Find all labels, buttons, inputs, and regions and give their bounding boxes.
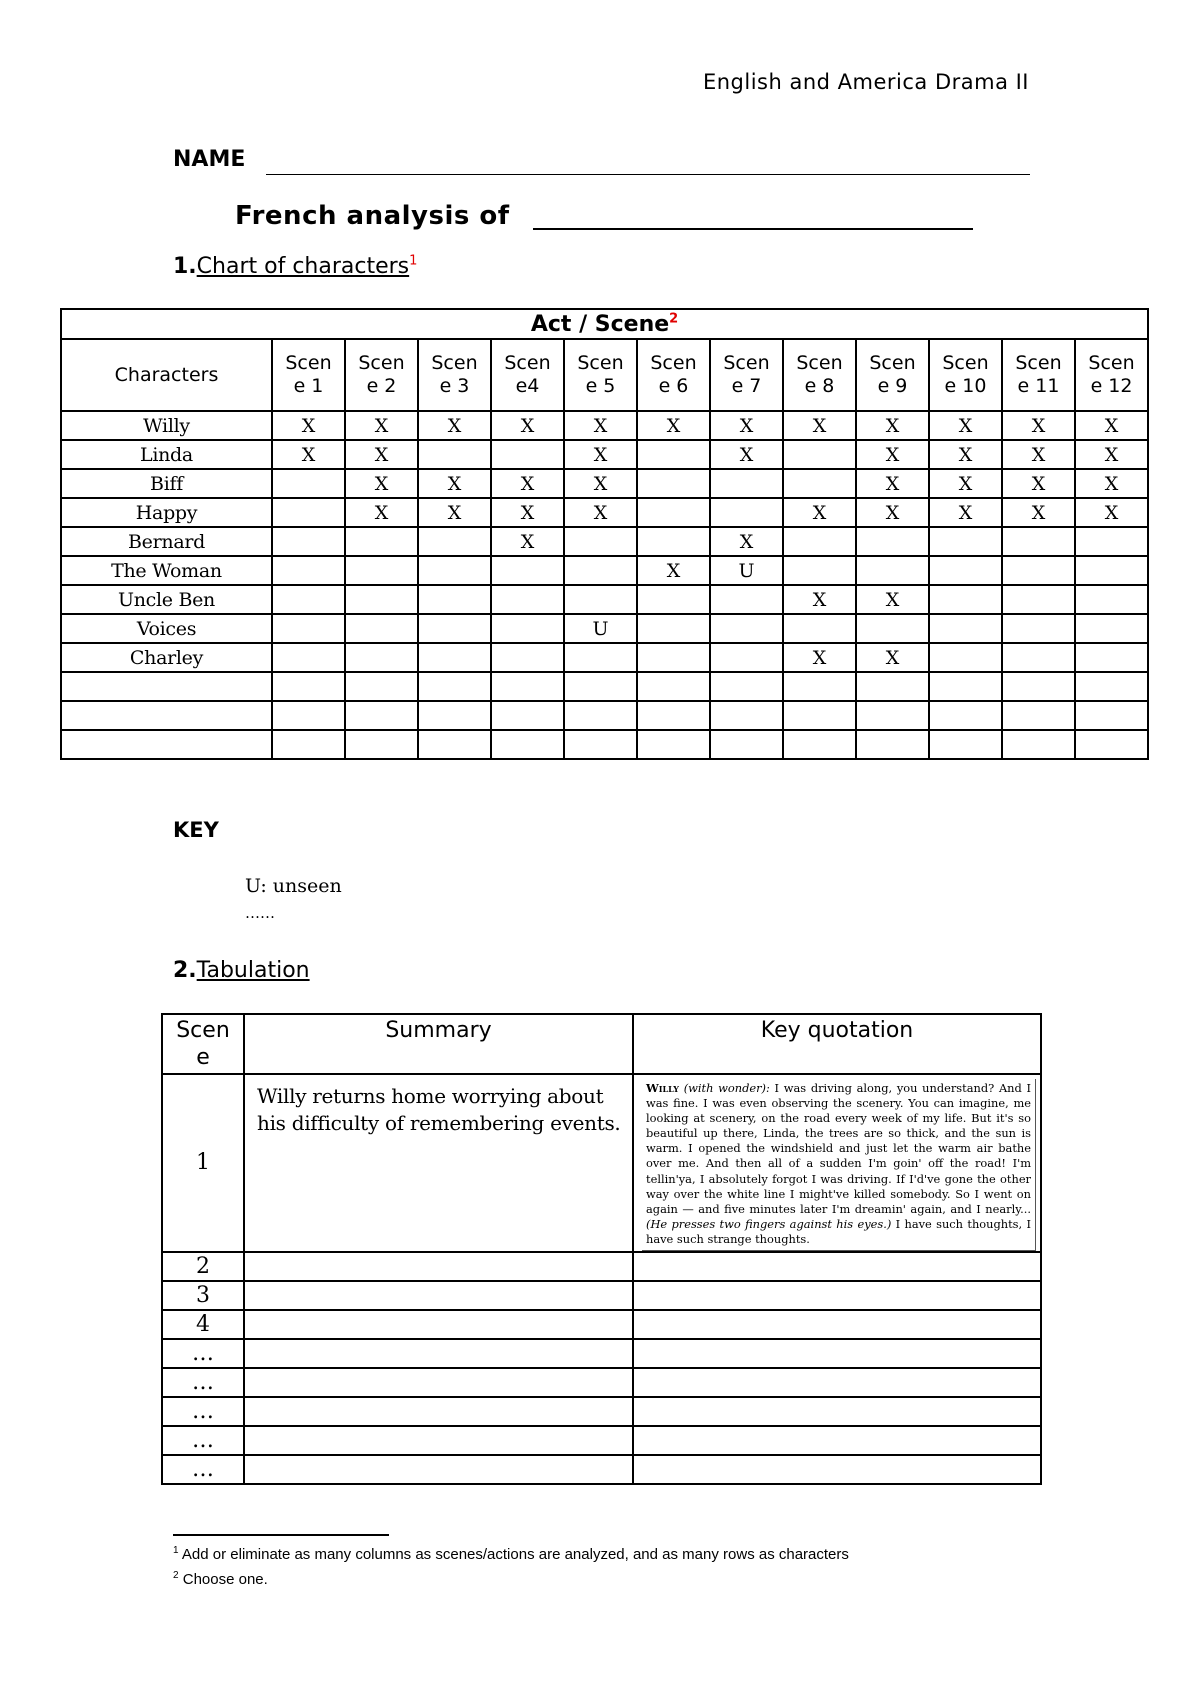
appearance-cell: X bbox=[856, 585, 929, 614]
appearance-cell bbox=[929, 585, 1002, 614]
tabulation-table bbox=[161, 1013, 1042, 1485]
appearance-cell bbox=[272, 643, 345, 672]
table-row bbox=[61, 643, 1148, 672]
appearance-cell: X bbox=[345, 411, 418, 440]
appearance-cell: X bbox=[710, 440, 783, 469]
section2-label: Tabulation bbox=[196, 958, 310, 983]
character-name: Uncle Ben bbox=[61, 585, 272, 614]
scene-header: Scen e 6 bbox=[637, 339, 710, 411]
course-header: English and America Drama II bbox=[702, 70, 1029, 94]
scene-header: Scen e 9 bbox=[856, 339, 929, 411]
appearance-cell bbox=[345, 672, 418, 701]
appearance-cell bbox=[783, 556, 856, 585]
scene-header: Scen e 8 bbox=[783, 339, 856, 411]
appearance-cell bbox=[272, 469, 345, 498]
table-row bbox=[61, 527, 1148, 556]
appearance-cell bbox=[710, 498, 783, 527]
appearance-cell bbox=[491, 730, 564, 759]
appearance-cell: X bbox=[929, 411, 1002, 440]
scene-number: … bbox=[162, 1368, 244, 1397]
table-row bbox=[61, 556, 1148, 585]
appearance-cell bbox=[783, 527, 856, 556]
appearance-cell bbox=[1002, 701, 1075, 730]
appearance-cell bbox=[491, 643, 564, 672]
appearance-cell: X bbox=[856, 469, 929, 498]
act-scene-header bbox=[61, 309, 1148, 339]
appearance-cell bbox=[1075, 585, 1148, 614]
appearance-cell bbox=[783, 701, 856, 730]
appearance-cell bbox=[345, 730, 418, 759]
table-row bbox=[61, 440, 1148, 469]
key-quotation-cell bbox=[633, 1397, 1041, 1426]
appearance-cell bbox=[418, 527, 491, 556]
appearance-cell bbox=[1075, 701, 1148, 730]
appearance-cell bbox=[345, 614, 418, 643]
appearance-cell bbox=[1002, 527, 1075, 556]
appearance-cell bbox=[272, 701, 345, 730]
appearance-cell bbox=[1002, 643, 1075, 672]
scene-header: Scen e 7 bbox=[710, 339, 783, 411]
footnote-text: Add or eliminate as many columns as scenes/actions are analyzed, and as many rows as characters bbox=[181, 1546, 849, 1563]
appearance-cell bbox=[856, 556, 929, 585]
quote-speaker: Willy bbox=[646, 1081, 679, 1095]
appearance-cell: X bbox=[1075, 469, 1148, 498]
summary-cell bbox=[244, 1281, 633, 1310]
appearance-cell bbox=[929, 556, 1002, 585]
characters-header: Characters bbox=[61, 339, 272, 411]
table-row bbox=[162, 1074, 1041, 1252]
character-name: Charley bbox=[61, 643, 272, 672]
appearance-cell: X bbox=[856, 411, 929, 440]
appearance-cell: X bbox=[345, 440, 418, 469]
appearance-cell bbox=[418, 730, 491, 759]
character-name bbox=[61, 672, 272, 701]
table-row bbox=[162, 1397, 1041, 1426]
scene-header: Scen e4 bbox=[491, 339, 564, 411]
appearance-cell bbox=[856, 527, 929, 556]
appearance-cell: X bbox=[637, 411, 710, 440]
scene-header: Scen e 12 bbox=[1075, 339, 1148, 411]
footnote-1 bbox=[173, 1546, 849, 1563]
appearance-cell: X bbox=[345, 469, 418, 498]
appearance-cell bbox=[491, 614, 564, 643]
character-name: The Woman bbox=[61, 556, 272, 585]
analysis-blank-line bbox=[533, 228, 973, 230]
table-row bbox=[162, 1281, 1041, 1310]
appearance-cell bbox=[637, 527, 710, 556]
footnote-ref-1: 1 bbox=[409, 253, 418, 269]
table-row bbox=[61, 701, 1148, 730]
table-row bbox=[162, 1426, 1041, 1455]
appearance-cell: X bbox=[637, 556, 710, 585]
appearance-cell bbox=[929, 527, 1002, 556]
key-quotation-cell bbox=[633, 1426, 1041, 1455]
appearance-cell: U bbox=[710, 556, 783, 585]
section2-heading bbox=[173, 958, 310, 983]
section1-heading bbox=[173, 254, 417, 279]
key-quotation-cell bbox=[633, 1281, 1041, 1310]
character-name bbox=[61, 701, 272, 730]
chart-header-row bbox=[61, 339, 1148, 411]
tabulation-header-row bbox=[162, 1014, 1041, 1074]
key-quotation-cell bbox=[633, 1252, 1041, 1281]
scene-number: … bbox=[162, 1397, 244, 1426]
appearance-cell bbox=[345, 527, 418, 556]
act-scene-row bbox=[61, 309, 1148, 339]
quote-stage-direction: (He presses two fingers against his eyes.) bbox=[646, 1216, 892, 1231]
scene-header: Scen e 5 bbox=[564, 339, 637, 411]
appearance-cell: X bbox=[418, 498, 491, 527]
table-row bbox=[162, 1455, 1041, 1484]
summary-cell bbox=[244, 1368, 633, 1397]
tabulation-body bbox=[162, 1252, 1041, 1484]
appearance-cell bbox=[856, 730, 929, 759]
appearance-cell: X bbox=[783, 411, 856, 440]
appearance-cell bbox=[856, 614, 929, 643]
appearance-cell bbox=[272, 556, 345, 585]
appearance-cell: X bbox=[272, 440, 345, 469]
appearance-cell bbox=[637, 643, 710, 672]
appearance-cell: X bbox=[710, 527, 783, 556]
appearance-cell bbox=[1075, 556, 1148, 585]
appearance-cell bbox=[564, 730, 637, 759]
appearance-cell bbox=[491, 556, 564, 585]
key-item-ellipsis: …… bbox=[245, 904, 275, 922]
quote-text: I have such thoughts, I have such strange thoughts. bbox=[646, 1216, 1031, 1246]
appearance-cell bbox=[418, 643, 491, 672]
summary-cell bbox=[244, 1310, 633, 1339]
chart-body bbox=[61, 411, 1148, 759]
table-row bbox=[61, 411, 1148, 440]
appearance-cell bbox=[929, 730, 1002, 759]
appearance-cell bbox=[710, 585, 783, 614]
appearance-cell: X bbox=[1002, 469, 1075, 498]
appearance-cell: X bbox=[564, 498, 637, 527]
scene-header: Scen e 10 bbox=[929, 339, 1002, 411]
footnote-mark: 2 bbox=[173, 1570, 179, 1581]
name-label: NAME bbox=[173, 147, 246, 172]
appearance-cell bbox=[710, 730, 783, 759]
appearance-cell: X bbox=[783, 498, 856, 527]
table-row bbox=[61, 614, 1148, 643]
character-name: Bernard bbox=[61, 527, 272, 556]
appearance-cell bbox=[491, 585, 564, 614]
appearance-cell bbox=[272, 730, 345, 759]
appearance-cell: X bbox=[929, 498, 1002, 527]
appearance-cell bbox=[345, 556, 418, 585]
summary-cell bbox=[244, 1455, 633, 1484]
appearance-cell bbox=[856, 672, 929, 701]
appearance-cell bbox=[272, 614, 345, 643]
appearance-cell bbox=[272, 527, 345, 556]
table-row bbox=[61, 469, 1148, 498]
table-row bbox=[162, 1252, 1041, 1281]
appearance-cell bbox=[418, 672, 491, 701]
appearance-cell bbox=[637, 614, 710, 643]
appearance-cell bbox=[345, 585, 418, 614]
appearance-cell bbox=[929, 643, 1002, 672]
appearance-cell: X bbox=[491, 498, 564, 527]
footnote-separator bbox=[173, 1534, 389, 1536]
appearance-cell bbox=[1075, 672, 1148, 701]
key-item-unseen: U: unseen bbox=[245, 875, 342, 897]
table-row bbox=[61, 498, 1148, 527]
scene-number: 2 bbox=[162, 1252, 244, 1281]
appearance-cell bbox=[1075, 527, 1148, 556]
table-row bbox=[61, 730, 1148, 759]
appearance-cell bbox=[929, 672, 1002, 701]
appearance-cell bbox=[637, 701, 710, 730]
appearance-cell bbox=[564, 672, 637, 701]
footnote-2 bbox=[173, 1571, 268, 1588]
appearance-cell: X bbox=[1075, 498, 1148, 527]
appearance-cell bbox=[564, 701, 637, 730]
scene-number: … bbox=[162, 1339, 244, 1368]
scene-header: Scen e 1 bbox=[272, 339, 345, 411]
section1-label: Chart of characters bbox=[196, 254, 410, 279]
appearance-cell bbox=[783, 730, 856, 759]
appearance-cell bbox=[637, 440, 710, 469]
appearance-cell: X bbox=[491, 527, 564, 556]
appearance-cell bbox=[710, 614, 783, 643]
appearance-cell: X bbox=[710, 411, 783, 440]
character-name: Linda bbox=[61, 440, 272, 469]
quotation-column-header: Key quotation bbox=[633, 1014, 1041, 1074]
appearance-cell: X bbox=[418, 411, 491, 440]
scene-header: Scen e 11 bbox=[1002, 339, 1075, 411]
appearance-cell bbox=[418, 556, 491, 585]
appearance-cell bbox=[491, 701, 564, 730]
appearance-cell bbox=[783, 672, 856, 701]
appearance-cell: X bbox=[856, 498, 929, 527]
appearance-cell: X bbox=[564, 411, 637, 440]
appearance-cell bbox=[272, 672, 345, 701]
appearance-cell bbox=[637, 498, 710, 527]
key-quotation-cell bbox=[633, 1339, 1041, 1368]
character-name: Voices bbox=[61, 614, 272, 643]
appearance-cell bbox=[1002, 614, 1075, 643]
appearance-cell: X bbox=[491, 469, 564, 498]
appearance-cell bbox=[564, 585, 637, 614]
appearance-cell bbox=[1002, 585, 1075, 614]
appearance-cell bbox=[1075, 730, 1148, 759]
appearance-cell bbox=[418, 585, 491, 614]
analysis-title: French analysis of bbox=[235, 201, 510, 231]
character-name bbox=[61, 730, 272, 759]
appearance-cell bbox=[929, 701, 1002, 730]
scene-summary: Willy returns home worrying about his difficulty of remembering events. bbox=[244, 1074, 633, 1252]
act-scene-label: Act / Scene bbox=[530, 311, 670, 337]
appearance-cell bbox=[491, 672, 564, 701]
section2-number: 2. bbox=[173, 958, 197, 983]
scene-number: 4 bbox=[162, 1310, 244, 1339]
appearance-cell bbox=[1075, 643, 1148, 672]
appearance-cell bbox=[272, 585, 345, 614]
section1-number: 1. bbox=[173, 254, 197, 279]
appearance-cell bbox=[345, 643, 418, 672]
appearance-cell bbox=[637, 730, 710, 759]
appearance-cell bbox=[1002, 672, 1075, 701]
table-row bbox=[162, 1339, 1041, 1368]
quote-text: I was driving along, you understand? And I was fine. I was even observing the scenery. You can imagine, me looking at scenery, on the road every week of my life. But it's so beautiful up there, Linda, the trees are so thick, and the sun is warm. I opened the windshield and just let the warm air bathe over me. And then all of a sudden I'm goin' off the road! I'm tellin'ya, I absolutely forgot I was driving. If I'd've gone the other way over the white line I might've killed somebody. So I went on again — and five minutes later I'm dreamin' again, and I nearly... bbox=[646, 1081, 1032, 1216]
footnote-mark: 1 bbox=[173, 1545, 179, 1556]
appearance-cell bbox=[710, 701, 783, 730]
appearance-cell: X bbox=[418, 469, 491, 498]
appearance-cell: X bbox=[929, 469, 1002, 498]
scene-number: 3 bbox=[162, 1281, 244, 1310]
table-row bbox=[162, 1310, 1041, 1339]
table-row bbox=[162, 1368, 1041, 1397]
summary-cell bbox=[244, 1339, 633, 1368]
appearance-cell: X bbox=[1002, 440, 1075, 469]
appearance-cell: X bbox=[783, 643, 856, 672]
appearance-cell bbox=[418, 440, 491, 469]
key-quotation-cell bbox=[633, 1310, 1041, 1339]
scene-column-header: Scen e bbox=[162, 1014, 244, 1074]
appearance-cell: X bbox=[1002, 498, 1075, 527]
character-name: Biff bbox=[61, 469, 272, 498]
appearance-cell bbox=[637, 469, 710, 498]
appearance-cell: X bbox=[856, 643, 929, 672]
character-name: Happy bbox=[61, 498, 272, 527]
appearance-cell bbox=[564, 527, 637, 556]
appearance-cell bbox=[710, 469, 783, 498]
appearance-cell: X bbox=[929, 440, 1002, 469]
summary-column-header: Summary bbox=[244, 1014, 633, 1074]
key-quotation-cell bbox=[633, 1455, 1041, 1484]
footnote-text: Choose one. bbox=[182, 1571, 268, 1588]
appearance-cell bbox=[710, 643, 783, 672]
appearance-cell bbox=[1002, 556, 1075, 585]
appearance-cell bbox=[783, 469, 856, 498]
characters-chart bbox=[60, 308, 1149, 760]
appearance-cell bbox=[856, 701, 929, 730]
name-blank-line bbox=[266, 174, 1030, 175]
appearance-cell bbox=[564, 556, 637, 585]
appearance-cell bbox=[637, 672, 710, 701]
summary-cell bbox=[244, 1252, 633, 1281]
appearance-cell bbox=[710, 672, 783, 701]
appearance-cell bbox=[1002, 730, 1075, 759]
summary-cell bbox=[244, 1426, 633, 1455]
appearance-cell bbox=[418, 614, 491, 643]
appearance-cell bbox=[491, 440, 564, 469]
appearance-cell bbox=[418, 701, 491, 730]
key-quotation-cell bbox=[633, 1368, 1041, 1397]
appearance-cell: X bbox=[783, 585, 856, 614]
appearance-cell bbox=[1075, 614, 1148, 643]
appearance-cell: U bbox=[564, 614, 637, 643]
appearance-cell: X bbox=[856, 440, 929, 469]
appearance-cell: X bbox=[1075, 411, 1148, 440]
appearance-cell: X bbox=[564, 469, 637, 498]
appearance-cell: X bbox=[1075, 440, 1148, 469]
appearance-cell bbox=[637, 585, 710, 614]
scene-number: … bbox=[162, 1455, 244, 1484]
character-name: Willy bbox=[61, 411, 272, 440]
appearance-cell: X bbox=[491, 411, 564, 440]
scene-number: 1 bbox=[162, 1074, 244, 1252]
scene-header: Scen e 3 bbox=[418, 339, 491, 411]
footnote-ref-2: 2 bbox=[669, 311, 679, 327]
key-quotation-excerpt bbox=[642, 1079, 1036, 1251]
appearance-cell: X bbox=[345, 498, 418, 527]
appearance-cell bbox=[929, 614, 1002, 643]
appearance-cell bbox=[564, 643, 637, 672]
key-title: KEY bbox=[173, 818, 219, 842]
key-quotation-cell bbox=[633, 1074, 1041, 1252]
appearance-cell bbox=[345, 701, 418, 730]
quote-stage-direction: (with wonder): bbox=[683, 1081, 770, 1095]
summary-cell bbox=[244, 1397, 633, 1426]
scene-number: … bbox=[162, 1426, 244, 1455]
appearance-cell bbox=[783, 614, 856, 643]
appearance-cell: X bbox=[1002, 411, 1075, 440]
scene-header: Scen e 2 bbox=[345, 339, 418, 411]
table-row bbox=[61, 672, 1148, 701]
table-row bbox=[61, 585, 1148, 614]
appearance-cell bbox=[783, 440, 856, 469]
appearance-cell: X bbox=[564, 440, 637, 469]
appearance-cell bbox=[272, 498, 345, 527]
appearance-cell: X bbox=[272, 411, 345, 440]
